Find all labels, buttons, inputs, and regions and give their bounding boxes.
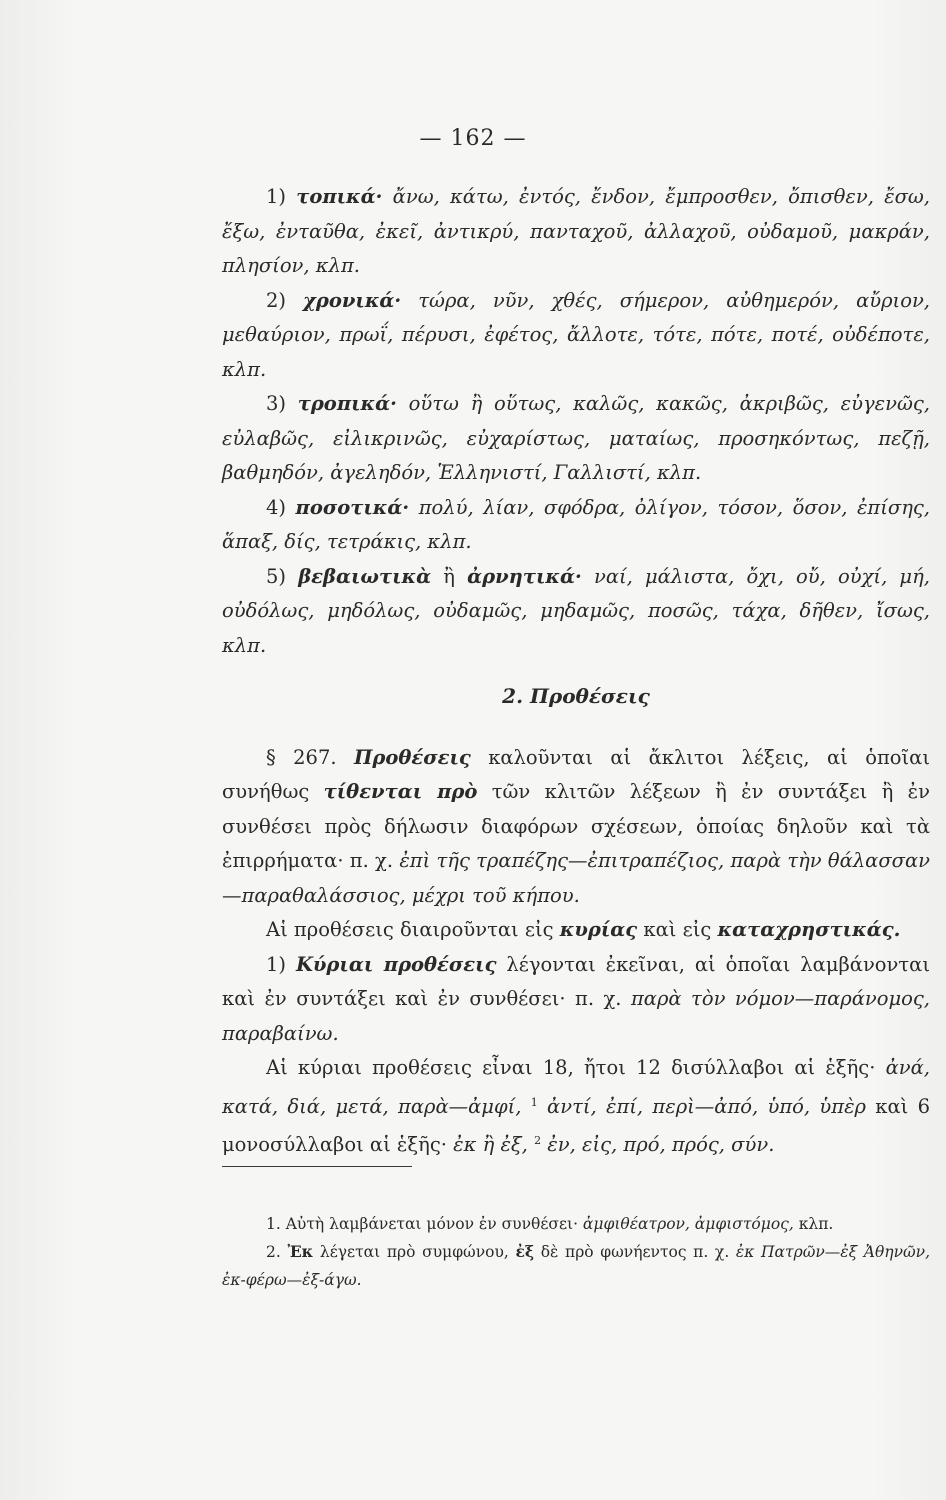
item-number: 5) bbox=[266, 564, 299, 588]
adverb-list-item-manner bbox=[222, 387, 930, 491]
examples: ναί, μάλιστα, ὄχι, οὔ, οὐχί, μή, οὐδόλως, μηδόλως, οὐδαμῶς, μηδαμῶς, ποσῶς, τάχα, δῆθεν, ἴσως, κλπ. bbox=[222, 564, 930, 657]
text: τῶν κλιτῶν λέξεων ἢ ἐν συντάξει ἢ ἐν συνθέσει πρὸς δήλωσιν διαφόρων σχέσεων, ὁποίας δηλοῦν καὶ τὰ ἐπιρρήματα· π. χ. bbox=[222, 780, 930, 872]
adverb-list-item-quantity bbox=[222, 491, 930, 560]
text: Αἱ προθέσεις διαιροῦνται εἰς bbox=[266, 918, 560, 941]
examples: οὕτω ἢ οὕτως, καλῶς, κακῶς, ἀκριβῶς, εὐγενῶς, εὐλαβῶς, εἰλικρινῶς, εὐχαρίστως, ματαίως, προσηκόντως, πεζῇ, βαθμηδόν, ἀγεληδόν, Ἑλληνιστί, Γαλλιστί, κλπ. bbox=[222, 392, 930, 484]
item-number: 1) bbox=[266, 952, 296, 976]
footnotes bbox=[222, 1210, 930, 1294]
footnote-2 bbox=[222, 1238, 930, 1294]
category-term: τοπικά· bbox=[296, 185, 383, 208]
examples: ἄνω, κάτω, ἐντός, ἔνδον, ἔμπροσθεν, ὄπισθεν, ἔσω, ἔξω, ἐνταῦθα, ἐκεῖ, ἀντικρύ, πανταχοῦ, ἀλλαχοῦ, οὐδαμοῦ, μακράν, πλησίον, κλπ. bbox=[222, 185, 930, 277]
adverb-list-item-temporal bbox=[222, 284, 930, 388]
paragraph-definition bbox=[222, 741, 930, 914]
text: 1. Αὐτὴ λαμβάνεται μόνον ἐν συνθέσει· bbox=[266, 1215, 583, 1233]
examples: πολύ, λίαν, σφόδρα, ὀλίγον, τόσον, ὅσον, ἐπίσης, ἅπαξ, δίς, τετράκις, κλπ. bbox=[222, 495, 930, 553]
section-mark: § 267. bbox=[266, 745, 354, 769]
category-term: βεβαιωτικὰ bbox=[298, 564, 432, 588]
category-term: τροπικά· bbox=[297, 392, 397, 415]
category-term: ποσοτικά· bbox=[295, 495, 410, 519]
examples: ἐκ Πατρῶν—ἐξ Ἀθηνῶν, ἐκ-φέρω—ἐξ-άγω. bbox=[222, 1243, 930, 1289]
text: λέγονται ἐκεῖναι, αἱ ὁποῖαι λαμβάνονται καὶ ἐν συντάξει καὶ ἐν συνθέσει· π. χ. bbox=[222, 952, 930, 1010]
paragraph-division bbox=[222, 913, 930, 948]
term: τίθενται πρὸ bbox=[323, 780, 478, 803]
examples: ἀμφιθέατρον, ἀμφιστόμος, bbox=[582, 1215, 794, 1233]
examples: ἐν, εἰς, πρό, πρός, σύν. bbox=[541, 1133, 775, 1156]
text: δὲ πρὸ φωνήεντος π. χ. bbox=[534, 1243, 736, 1261]
category-term: ἀρνητικά· bbox=[467, 564, 582, 588]
footnote-1 bbox=[222, 1210, 930, 1238]
examples: τώρα, νῦν, χθές, σήμερον, αὐθημερόν, αὔριον, μεθαύριον, πρωΐ, πέρυσι, ἐφέτος, ἄλλοτε, τότε, πότε, ποτέ, οὐδέποτε, κλπ. bbox=[222, 288, 930, 381]
footnote-divider bbox=[222, 1166, 412, 1167]
text: 2. bbox=[266, 1243, 288, 1261]
adverb-list-item-affirm-negate bbox=[222, 560, 930, 664]
examples: ἀνά, κατά, διά, μετά, παρὰ—ἀμφί, bbox=[222, 1056, 930, 1118]
text: καὶ 6 μονοσύλλαβοι αἱ ἑξῆς· bbox=[222, 1094, 930, 1156]
term: ἐξ bbox=[515, 1242, 535, 1261]
page-number: — 162 — bbox=[419, 126, 527, 151]
prepositions-section bbox=[222, 679, 930, 1163]
paragraph-preposition-list bbox=[222, 1051, 930, 1163]
text: κλπ. bbox=[793, 1215, 834, 1233]
term: Προθέσεις bbox=[353, 745, 471, 769]
paragraph-proper-prepositions bbox=[222, 948, 930, 1052]
adverb-categories bbox=[222, 180, 930, 663]
text: καὶ εἰς bbox=[637, 918, 718, 941]
category-term: χρονικά· bbox=[303, 288, 402, 312]
conjunction: ἢ bbox=[431, 564, 468, 588]
footnote-ref: 2 bbox=[534, 1134, 542, 1147]
adverb-list-item-local bbox=[222, 180, 930, 284]
examples: ἀντί, ἐπί, περὶ—ἀπό, ὑπό, ὑπὲρ bbox=[537, 1094, 867, 1118]
text: καλοῦνται αἱ ἄκλιτοι λέξεις, αἱ ὁποῖαι συνήθως bbox=[222, 745, 930, 803]
footnote-ref: 1 bbox=[530, 1095, 538, 1109]
item-number: 1) bbox=[266, 185, 297, 208]
examples: ἐκ ἢ ἐξ, bbox=[453, 1133, 535, 1156]
examples: ἐπὶ τῆς τραπέζης—ἐπιτραπέζιος, παρὰ τὴν θάλασσαν—παραθαλάσσιος, μέχρι τοῦ κήπου. bbox=[222, 849, 930, 907]
term: Ἐκ bbox=[287, 1242, 314, 1261]
term: καταχρηστικάς. bbox=[717, 918, 901, 941]
text: Αἱ κύριαι προθέσεις εἶναι 18, ἤτοι 12 δισύλλαβοι αἱ ἑξῆς· bbox=[266, 1056, 886, 1079]
term: Κύριαι προθέσεις bbox=[295, 952, 497, 976]
text: λέγεται πρὸ συμφώνου, bbox=[313, 1243, 516, 1261]
item-number: 4) bbox=[266, 495, 296, 519]
item-number: 2) bbox=[266, 288, 304, 312]
examples: παρὰ τὸν νόμον—παράνομος, παραβαίνω. bbox=[222, 987, 930, 1045]
item-number: 3) bbox=[266, 392, 298, 415]
section-heading: 2. Προθέσεις bbox=[502, 684, 650, 708]
term: κυρίας bbox=[559, 918, 638, 941]
